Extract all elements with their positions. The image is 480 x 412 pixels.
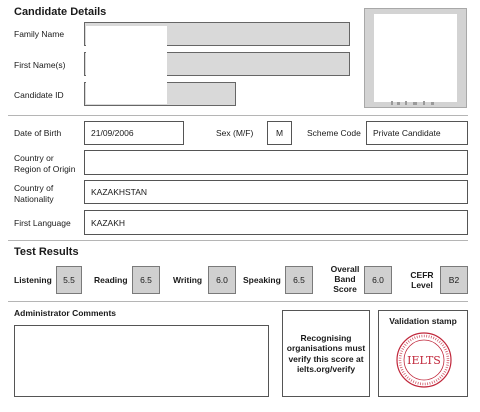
verify-line4: ielts.org/verify (296, 364, 356, 374)
speaking-label: Speaking (243, 275, 281, 285)
validation-stamp-seal (395, 331, 453, 389)
origin-label (14, 153, 75, 174)
divider (8, 115, 468, 116)
scheme-code-field (366, 121, 468, 145)
overall-label-line3: Score (333, 284, 357, 294)
nationality-label-line1: Country of (14, 183, 54, 193)
family-name-label: Family Name (14, 29, 65, 39)
speaking-score (285, 266, 313, 294)
candidate-details-heading: Candidate Details (14, 6, 107, 18)
writing-score (208, 266, 236, 294)
photo-edge-marks (383, 97, 453, 107)
stamp-logo-text: IELTS (407, 354, 441, 367)
cefr-label (408, 270, 436, 290)
dob-label: Date of Birth (14, 128, 62, 138)
admin-comments-field (14, 325, 269, 397)
scheme-code-label: Scheme Code (307, 128, 361, 138)
test-results-heading: Test Results (14, 246, 79, 258)
overall-band-label (328, 264, 362, 294)
redaction-block (86, 26, 167, 104)
first-language-label: First Language (14, 218, 71, 228)
origin-field (84, 150, 468, 175)
candidate-photo (374, 14, 457, 102)
overall-band-value: 6.0 (372, 275, 384, 285)
first-names-label: First Name(s) (14, 60, 66, 70)
validation-stamp-heading: Validation stamp (389, 316, 457, 326)
speaking-score-value: 6.5 (293, 275, 305, 285)
reading-score-value: 6.5 (140, 275, 152, 285)
writing-score-value: 6.0 (216, 275, 228, 285)
overall-band-score (364, 266, 392, 294)
listening-score-value: 5.5 (63, 275, 75, 285)
cefr-label-line2: Level (411, 280, 433, 290)
first-language-value: KAZAKH (91, 217, 126, 228)
verify-notice (282, 310, 370, 397)
writing-label: Writing (173, 275, 203, 285)
nationality-field (84, 180, 468, 204)
sex-field (267, 121, 292, 145)
candidate-id-label: Candidate ID (14, 90, 64, 100)
verify-line2: organisations must (286, 343, 366, 353)
admin-comments-heading: Administrator Comments (14, 308, 117, 318)
origin-label-line2: Region of Origin (14, 163, 76, 174)
verify-line3: verify this score at (288, 353, 364, 364)
reading-score (132, 266, 160, 294)
nationality-value: KAZAKHSTAN (91, 187, 148, 197)
validation-stamp-box (378, 310, 468, 397)
divider (8, 301, 468, 302)
overall-label-line1: Overall (330, 264, 360, 274)
listening-score (56, 266, 82, 294)
sex-value: M (275, 128, 284, 138)
sex-label: Sex (M/F) (216, 128, 254, 138)
dob-value: 21/09/2006 (91, 128, 134, 138)
scheme-code-value: Private Candidate (373, 128, 441, 138)
overall-label-line2: Band (334, 274, 356, 284)
candidate-photo-frame (364, 8, 467, 108)
cefr-label-line1: CEFR (410, 270, 434, 280)
cefr-level-score (440, 266, 468, 294)
cefr-level-value: B2 (448, 275, 460, 285)
origin-label-line1: Country or (14, 153, 54, 163)
divider (8, 240, 468, 241)
nationality-label-line2: Nationality (14, 193, 54, 204)
reading-label: Reading (94, 275, 128, 285)
dob-field (84, 121, 184, 145)
first-language-field (84, 210, 468, 235)
verify-line1: Recognising (300, 332, 352, 343)
nationality-label (14, 183, 54, 204)
listening-label: Listening (14, 275, 52, 285)
